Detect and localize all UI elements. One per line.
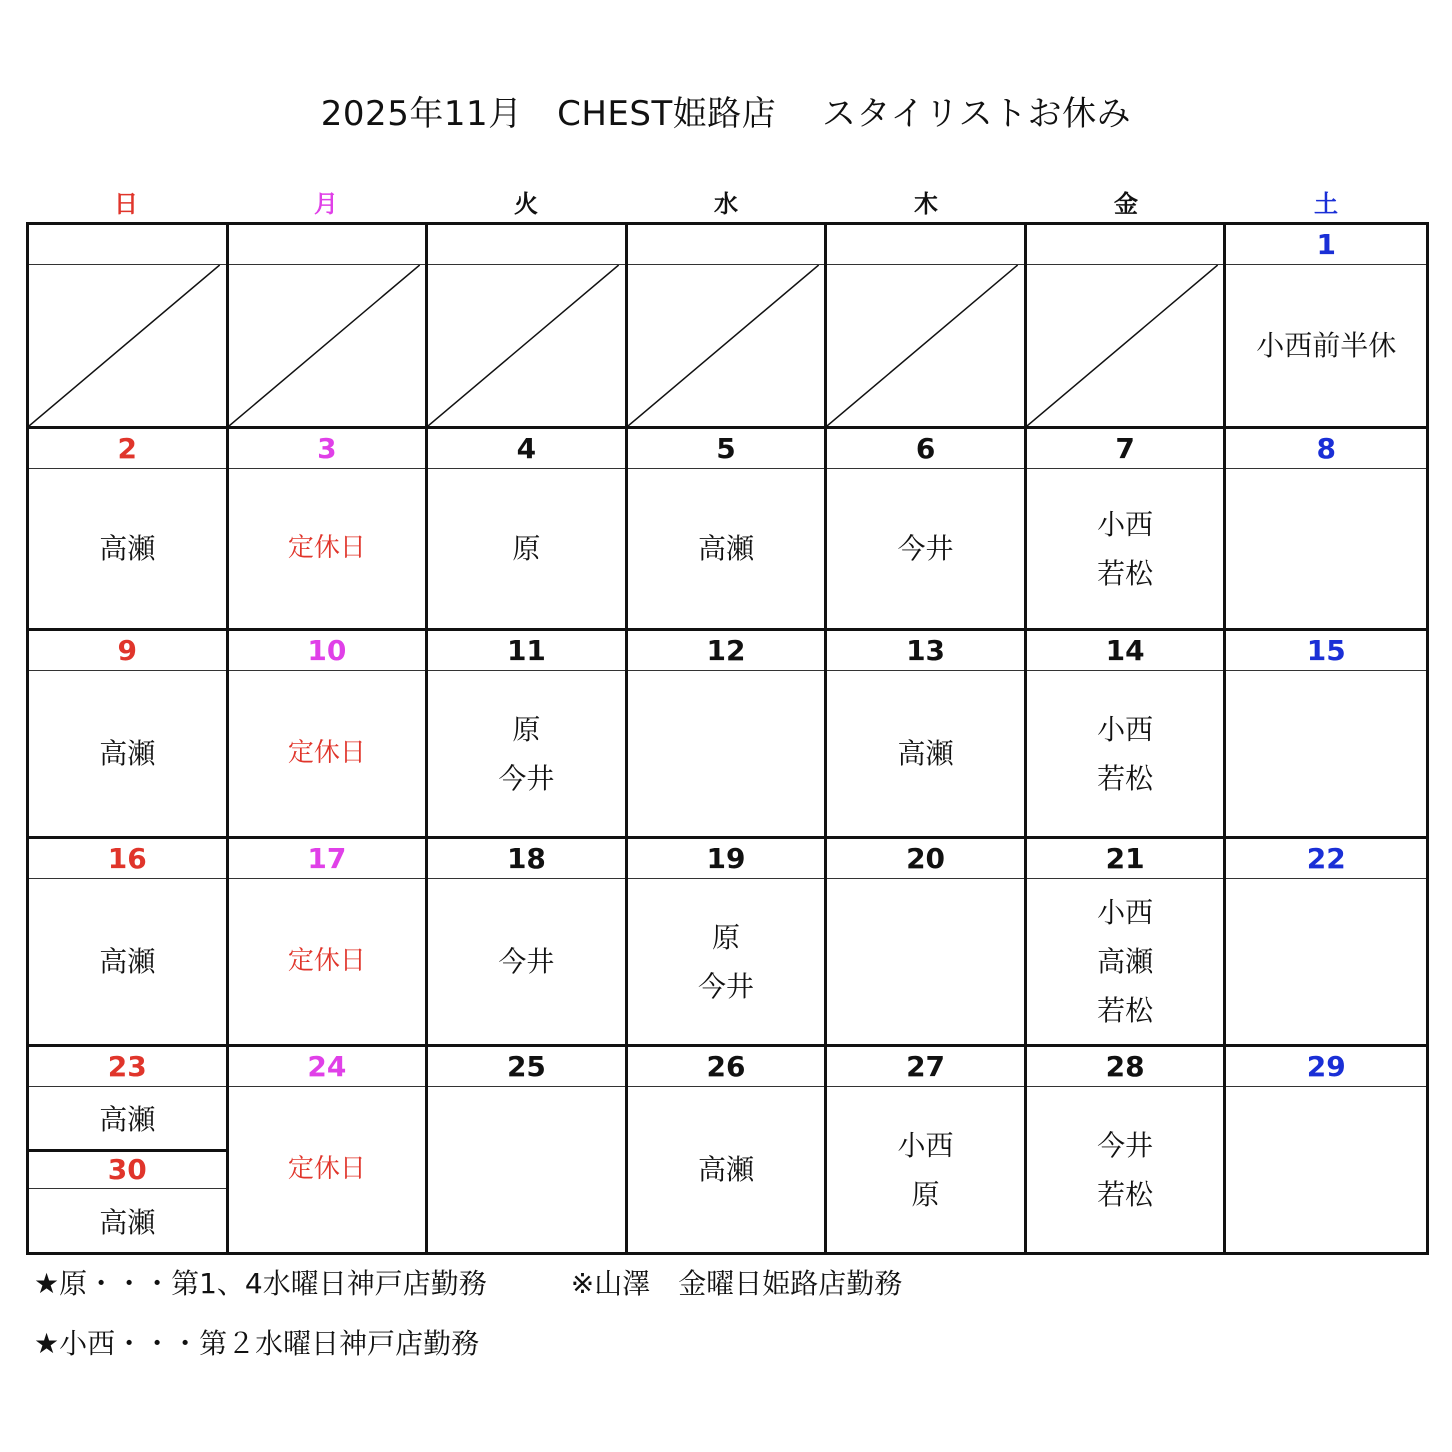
day-cell <box>827 1047 1027 1252</box>
day-cell <box>1226 1047 1426 1252</box>
empty-day-slash <box>29 265 226 426</box>
closed-label: 定休日 <box>287 533 366 563</box>
day-cell <box>229 839 429 1047</box>
day-body <box>428 671 625 836</box>
day-number: 5 <box>628 429 825 469</box>
day-body <box>428 469 625 628</box>
weekday-friday: 金 <box>1114 190 1138 218</box>
staff-name: 高瀬 <box>697 1153 754 1186</box>
day-cell <box>29 429 229 631</box>
day-number <box>827 225 1024 265</box>
day-cell <box>229 429 429 631</box>
day-body <box>827 469 1024 628</box>
day-cell <box>827 631 1027 839</box>
empty-day-slash <box>428 265 625 426</box>
staff-name: 小西 <box>1097 507 1154 541</box>
day-cell <box>428 631 628 839</box>
day-number: 7 <box>1027 429 1224 469</box>
day-body <box>827 879 1024 1044</box>
staff-name: 小西 <box>1097 896 1154 929</box>
day-body <box>29 879 226 1044</box>
day-cell <box>1226 429 1426 631</box>
day-cell <box>1027 429 1227 631</box>
day-cell <box>1027 631 1227 839</box>
day-number: 15 <box>1226 631 1426 671</box>
day-body <box>428 1087 625 1252</box>
day-body <box>628 1087 825 1252</box>
day-number: 1 <box>1226 225 1426 265</box>
empty-day-slash <box>229 265 426 426</box>
day-number: 20 <box>827 839 1024 879</box>
weekday-monday: 月 <box>314 190 338 218</box>
day-number: 29 <box>1226 1047 1426 1087</box>
day-cell <box>29 631 229 839</box>
day-body <box>1226 671 1426 836</box>
day-body <box>1027 879 1224 1044</box>
day-body <box>428 879 625 1044</box>
day-body <box>1027 671 1224 836</box>
day-cell <box>428 1047 628 1252</box>
day-body <box>229 1087 426 1252</box>
day-body <box>229 879 426 1044</box>
staff-name: 高瀬 <box>99 945 156 978</box>
staff-name: 小西 <box>1097 712 1154 746</box>
staff-name: 若松 <box>1097 1177 1154 1211</box>
day-body <box>1226 879 1426 1044</box>
day-number: 2 <box>29 429 226 469</box>
day-number: 19 <box>628 839 825 879</box>
staff-name: 今井 <box>498 945 555 978</box>
day-body <box>628 671 825 836</box>
day-cell <box>628 225 828 429</box>
staff-name: 高瀬 <box>99 532 156 565</box>
staff-name: 原 <box>911 1177 940 1211</box>
staff-name: 高瀬 <box>697 532 754 565</box>
day-number: 30 <box>29 1152 226 1189</box>
day-number: 17 <box>229 839 426 879</box>
staff-name: 今井 <box>1097 1128 1154 1162</box>
day-cell <box>827 839 1027 1047</box>
day-number: 18 <box>428 839 625 879</box>
day-cell <box>428 429 628 631</box>
day-number: 16 <box>29 839 226 879</box>
weekday-sunday: 日 <box>114 190 138 218</box>
day-body <box>827 671 1024 836</box>
staff-name: 若松 <box>1097 761 1154 795</box>
staff-name: 若松 <box>1097 994 1154 1027</box>
closed-label: 定休日 <box>287 738 366 768</box>
day-body <box>229 671 426 836</box>
day-number: 9 <box>29 631 226 671</box>
day-number: 4 <box>428 429 625 469</box>
day-cell <box>628 839 828 1047</box>
day-body <box>1226 265 1426 426</box>
staff-name: 高瀬 <box>99 1205 156 1239</box>
staff-name: 今井 <box>697 969 754 1003</box>
weekday-header <box>26 186 1426 222</box>
day-cell <box>1226 631 1426 839</box>
note-line-1: ★原・・・第1、4水曜日神戸店勤務 ※山澤 金曜日姫路店勤務 <box>34 1267 903 1300</box>
day-body <box>1027 1087 1224 1252</box>
staff-name: 高瀬 <box>99 737 156 770</box>
day-body <box>628 879 825 1044</box>
day-body <box>1226 469 1426 628</box>
day-cell <box>1027 839 1227 1047</box>
day-number: 21 <box>1027 839 1224 879</box>
weekday-thursday: 木 <box>914 190 938 218</box>
day-number: 3 <box>229 429 426 469</box>
staff-name: 原 <box>512 532 541 565</box>
day-number: 12 <box>628 631 825 671</box>
calendar-grid <box>26 222 1429 1255</box>
weekday-saturday: 土 <box>1314 190 1338 218</box>
day-number: 25 <box>428 1047 625 1087</box>
day-cell <box>428 839 628 1047</box>
day-cell <box>1027 1047 1227 1252</box>
day-cell <box>1226 225 1426 429</box>
staff-name: 今井 <box>498 761 555 795</box>
day-cell <box>29 225 229 429</box>
staff-name: 高瀬 <box>29 1087 226 1152</box>
staff-name: 高瀬 <box>1097 945 1154 978</box>
day-number: 14 <box>1027 631 1224 671</box>
day-number <box>1027 225 1224 265</box>
day-cell <box>827 225 1027 429</box>
day-cell <box>827 429 1027 631</box>
note-line-2: ★小西・・・第２水曜日神戸店勤務 <box>34 1327 480 1360</box>
day-number: 10 <box>229 631 426 671</box>
day-body <box>1027 469 1224 628</box>
day-cell <box>1027 225 1227 429</box>
day-number <box>628 225 825 265</box>
day-cell <box>229 631 429 839</box>
day-body <box>628 469 825 628</box>
day-body <box>229 469 426 628</box>
day-number <box>29 225 226 265</box>
day-number: 26 <box>628 1047 825 1087</box>
day-cell <box>428 225 628 429</box>
day-number: 6 <box>827 429 1024 469</box>
day-body <box>827 1087 1024 1252</box>
day-number: 24 <box>229 1047 426 1087</box>
page-title: 2025年11月 CHEST姫路店 スタイリストお休み <box>320 94 1132 134</box>
empty-day-slash <box>1027 265 1224 426</box>
day-number: 11 <box>428 631 625 671</box>
day-number <box>229 225 426 265</box>
empty-day-slash <box>827 265 1024 426</box>
staff-name: 若松 <box>1097 556 1154 590</box>
empty-day-slash <box>628 265 825 426</box>
day-cell <box>29 1047 229 1252</box>
staff-name: 小西 <box>897 1128 954 1162</box>
day-number: 28 <box>1027 1047 1224 1087</box>
weekday-wednesday: 水 <box>714 190 738 218</box>
day-body <box>1226 1087 1426 1252</box>
day-number: 22 <box>1226 839 1426 879</box>
staff-name: 原 <box>512 712 541 746</box>
day-number: 8 <box>1226 429 1426 469</box>
weekday-tuesday: 火 <box>514 190 538 218</box>
day-cell <box>628 429 828 631</box>
day-cell <box>628 631 828 839</box>
staff-name: 小西前半休 <box>1256 329 1397 362</box>
day-cell <box>628 1047 828 1252</box>
day-number <box>428 225 625 265</box>
staff-name: 今井 <box>897 532 954 565</box>
split-cell <box>29 1087 226 1252</box>
staff-name: 原 <box>711 920 740 954</box>
day-number: 27 <box>827 1047 1024 1087</box>
closed-label: 定休日 <box>287 1154 366 1184</box>
day-cell <box>29 839 229 1047</box>
day-body <box>29 671 226 836</box>
day-body <box>29 469 226 628</box>
day-cell <box>1226 839 1426 1047</box>
day-cell <box>229 1047 429 1252</box>
staff-name: 高瀬 <box>897 737 954 770</box>
closed-label: 定休日 <box>287 946 366 976</box>
day-cell <box>229 225 429 429</box>
day-number: 23 <box>29 1047 226 1087</box>
day-number: 13 <box>827 631 1024 671</box>
